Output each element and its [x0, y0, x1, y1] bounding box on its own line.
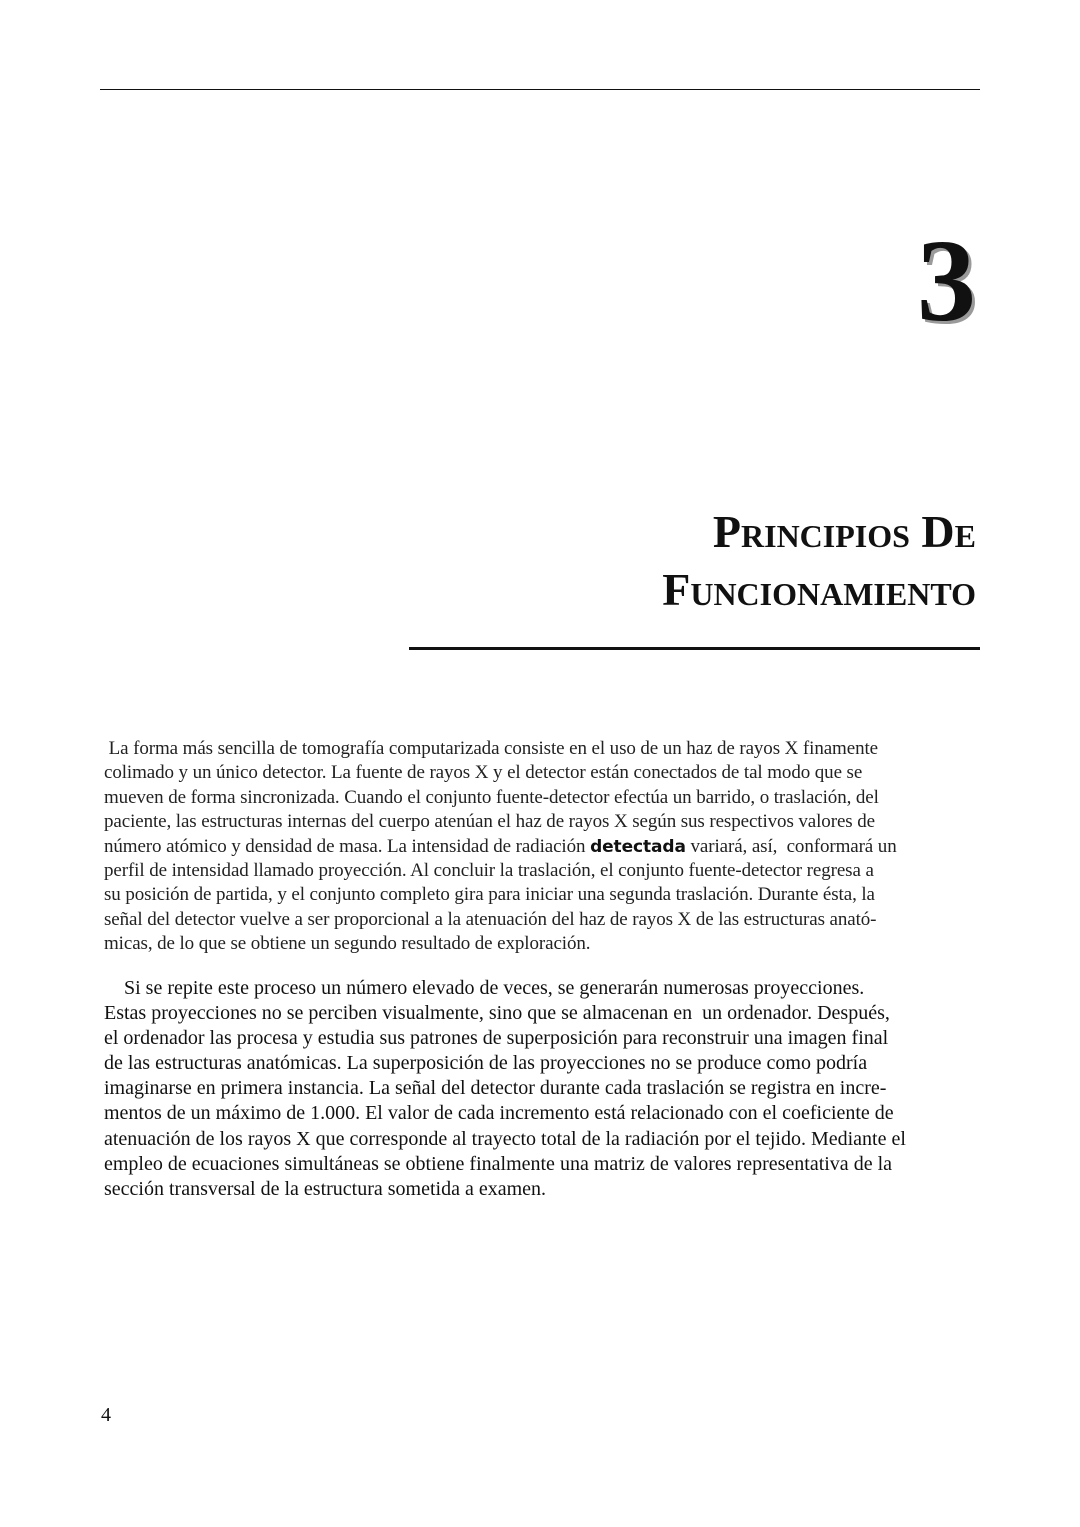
text-line: paciente, las estructuras internas del cuerpo atenúan el haz de rayos X según sus respectivos valores de — [104, 811, 875, 833]
body-paragraph-1 — [104, 737, 984, 957]
text-line: señal del detector vuelve a ser proporcional a la atenuación del haz de rayos X de las estructuras anató- — [104, 908, 877, 930]
text-line: micas, de lo que se obtiene un segundo resultado de exploración. — [104, 933, 591, 955]
chapter-title-line-2: Funcionamiento — [662, 564, 976, 615]
text-segment: variará, así, conformará un — [685, 835, 897, 857]
chapter-title — [416, 503, 976, 619]
text-line: mueven de forma sincronizada. Cuando el conjunto fuente-detector efectúa un barrido, o traslación, del — [104, 786, 879, 808]
text-line: atenuación de los rayos X que corresponde al trayecto total de la radiación por el tejido. Mediante el — [104, 1127, 906, 1150]
body-paragraph-2 — [104, 976, 984, 1202]
text-line: La forma más sencilla de tomografía computarizada consiste en el uso de un haz de rayos X finamente — [104, 738, 878, 759]
text-line: perfil de intensidad llamado proyección. Al concluir la traslación, el conjunto fuente-detector regresa a — [104, 860, 874, 882]
text-line-with-emphasis — [104, 835, 984, 859]
text-line: Estas proyecciones no se perciben visualmente, sino que se almacenan en un ordenador. Después, — [104, 1002, 890, 1025]
text-segment: número atómico y densidad de masa. La intensidad de radiación — [104, 835, 591, 857]
text-line: colimado y un único detector. La fuente de rayos X y el detector están conectados de tal modo que se — [104, 762, 863, 784]
text-line: su posición de partida, y el conjunto completo gira para iniciar una segunda traslación. Durante ésta, la — [104, 884, 875, 906]
text-line: de las estructuras anatómicas. La superposición de las proyecciones no se produce como podría — [104, 1052, 868, 1075]
text-line: Si se repite este proceso un número elevado de veces, se generarán numerosas proyecciones. — [104, 977, 865, 999]
header-rule — [100, 89, 980, 90]
text-line: imaginarse en primera instancia. La señal del detector durante cada traslación se registra en incre- — [104, 1077, 887, 1100]
page-number: 4 — [101, 1404, 111, 1426]
title-underline-rule — [409, 647, 980, 650]
text-line: sección transversal de la estructura sometida a examen. — [104, 1177, 547, 1200]
bold-term: detectada — [590, 836, 686, 857]
text-line: mentos de un máximo de 1.000. El valor de cada incremento está relacionado con el coeficiente de — [104, 1102, 894, 1125]
chapter-number: 3 — [917, 215, 976, 346]
chapter-title-line-1: Principios De — [712, 506, 976, 557]
text-line: el ordenador las procesa y estudia sus patrones de superposición para reconstruir una imagen final — [104, 1027, 889, 1050]
text-line: empleo de ecuaciones simultáneas se obtiene finalmente una matriz de valores representativa de la — [104, 1152, 892, 1175]
